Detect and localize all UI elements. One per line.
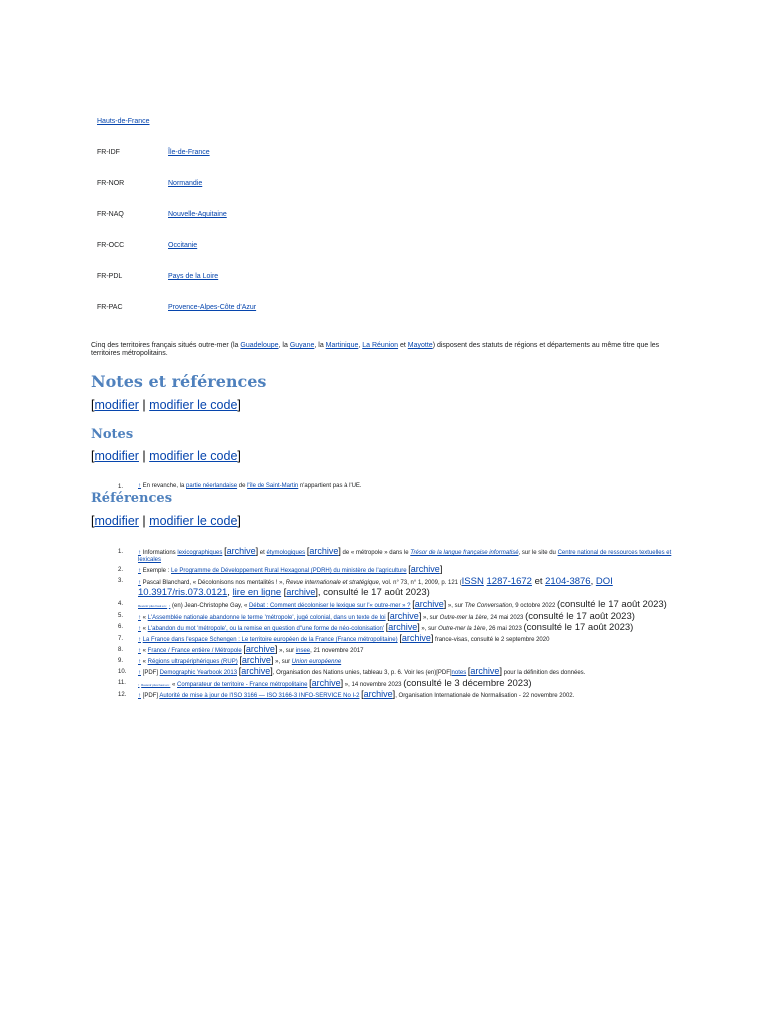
overseas-paragraph: [91, 342, 667, 358]
site-name: The Conversation: [464, 603, 512, 609]
bracket: [: [412, 599, 415, 609]
references-list: [118, 548, 678, 702]
modifier-link[interactable]: modifier: [94, 398, 139, 412]
reference-text: et: [531, 576, 546, 587]
bracket: [: [283, 587, 287, 597]
consulted-date: (consulté le 17 août 2023): [525, 611, 635, 622]
reference-item: [118, 668, 678, 677]
separator: |: [138, 449, 150, 463]
bracket: ]: [417, 622, 420, 632]
notes-list: [118, 483, 362, 490]
note-text: En revanche, la: [141, 483, 187, 489]
region-code: FR-OCC: [97, 242, 125, 249]
back-arrow-icon[interactable]: ↑: [138, 550, 141, 556]
archive-link[interactable]: archive: [241, 666, 271, 676]
back-arrow-icon[interactable]: ↑: [168, 604, 171, 608]
back-arrow-icon[interactable]: ↑: [138, 670, 141, 676]
archive-link[interactable]: archive: [388, 622, 418, 632]
link-comparateur-territoire[interactable]: Comparateur de territoire - France métropolitaine: [177, 682, 308, 688]
link-pdrh[interactable]: Le Programme de Développement Rural Hexagonal (PDRH) du ministère de l'agriculture: [171, 568, 407, 574]
reference-text: Pascal Blanchard, « Décolonisons nos mentalités ! »,: [141, 580, 286, 586]
bracket: [: [467, 666, 471, 676]
bracket: [: [361, 689, 364, 699]
link-assemblee-nationale[interactable]: L'Assemblée nationale abandonne le terme 'métropole', jugé colonial, dans un texte de loi: [147, 615, 386, 621]
reference-text: Informations: [141, 550, 178, 556]
consulted-date: (consulté le 17 août 2023): [523, 622, 634, 633]
region-code: FR-NAQ: [97, 211, 124, 218]
bracket: [: [408, 564, 411, 574]
reference-item: [118, 577, 678, 598]
bracket: [: [238, 666, 242, 676]
link-debat-decoloniser[interactable]: Débat : Comment décoloniser le lexique sur l'« outre-mer » ?: [248, 603, 411, 609]
reference-text: », sur: [273, 659, 292, 665]
link-rup[interactable]: Régions ultrapériphériques (RUP): [147, 659, 238, 665]
region-link-pays-de-la-loire[interactable]: Pays de la Loire: [168, 273, 219, 280]
region-code: FR-IDF: [97, 149, 120, 156]
bracket: ]: [237, 449, 241, 463]
note-text: n'appartient pas à l'UE.: [298, 483, 362, 489]
reference-item: [118, 635, 678, 644]
bracket: ]: [270, 666, 273, 676]
bracket: [: [306, 546, 310, 556]
reference-number: 3.: [118, 578, 124, 584]
link-france-metropole[interactable]: France / France entière / Métropole: [147, 648, 242, 654]
reference-number: 4.: [118, 601, 124, 607]
region-code: FR-PDL: [97, 273, 123, 280]
bracket: ]: [392, 689, 396, 699]
back-arrow-icon[interactable]: ↑: [138, 648, 141, 654]
link-lexicographiques[interactable]: lexicographiques: [177, 550, 223, 556]
reference-text: ,: [590, 576, 596, 587]
reference-item: [118, 566, 678, 575]
reference-text: «: [141, 648, 148, 654]
consulted-date: (consulté le 17 août 2023): [556, 599, 667, 610]
link-union-europeenne[interactable]: Union européenne: [291, 659, 342, 665]
reference-number: 9.: [118, 658, 124, 664]
link-tlfi[interactable]: Trésor de la langue française informatisé: [410, 550, 519, 556]
link-ile-de-saint-martin[interactable]: l'île de Saint-Martin: [247, 483, 299, 489]
reference-text: [PDF]: [141, 693, 160, 699]
archive-link-group: [239, 655, 273, 665]
consulted-date: (consulté le 3 décembre 2023): [403, 678, 532, 689]
link-guadeloupe[interactable]: Guadeloupe: [240, 342, 279, 349]
archive-link[interactable]: archive: [286, 587, 316, 597]
reference-number: 10.: [118, 669, 127, 675]
reference-text: et: [258, 550, 267, 556]
reference-text: [PDF]: [141, 670, 160, 676]
reference-text: , 21 novembre 2017: [310, 648, 364, 654]
bracket: [: [91, 398, 95, 412]
heading-notes: Notes: [91, 427, 134, 442]
edit-links: [91, 514, 241, 528]
archive-link[interactable]: archive: [311, 678, 341, 688]
bracket: ]: [418, 611, 422, 621]
reference-text: ,: [227, 587, 233, 598]
bracket: ]: [443, 599, 447, 609]
archive-link[interactable]: archive: [414, 599, 444, 609]
reference-text: Exemple :: [141, 568, 172, 574]
back-arrow-icon[interactable]: ↑: [138, 568, 141, 574]
bracket: [: [224, 546, 227, 556]
journal-title: Revue internationale et stratégique: [285, 580, 379, 586]
region-link-occitanie[interactable]: Occitanie: [168, 242, 198, 249]
back-arrow-icon[interactable]: ↑: [138, 626, 141, 632]
reference-number: 7.: [118, 636, 124, 642]
reference-item: [118, 612, 678, 622]
link-insee[interactable]: insee: [295, 648, 311, 654]
site-name: Outre-mer la 1ère: [439, 615, 488, 621]
link-france-schengen[interactable]: La France dans l'espace Schengen : Le territoire européen de la France (France métropolitaine): [142, 637, 398, 643]
reference-item: [118, 600, 678, 610]
archive-link-group: [399, 633, 433, 643]
back-arrow-icon[interactable]: ↑: [138, 693, 141, 699]
bracket: ]: [499, 666, 502, 676]
reference-text: , sur le site du: [518, 550, 558, 556]
link-notes[interactable]: notes: [451, 670, 467, 676]
reference-text: , 24 mai 2023: [487, 615, 526, 621]
link-cnrtl[interactable]: Centre national de ressources textuelles et lexicales: [138, 550, 672, 563]
reference-text: «: [170, 682, 178, 688]
bracket: [: [399, 633, 402, 643]
back-to-top-link[interactable]: Revenir plus haut en :: [138, 604, 168, 608]
region-link-hauts-de-france[interactable]: Hauts-de-France: [97, 118, 150, 125]
archive-link-group: [386, 622, 420, 632]
reference-text: «: [141, 626, 148, 632]
link-mayotte[interactable]: Mayotte: [407, 342, 433, 349]
heading-notes-et-references: Notes et références: [91, 372, 267, 391]
edit-links: [91, 449, 241, 463]
link-issn[interactable]: ISSN: [461, 576, 484, 587]
bracket: ]: [338, 546, 341, 556]
modifier-le-code-link[interactable]: modifier le code: [149, 398, 238, 412]
archive-link-group: [361, 689, 395, 699]
back-arrow-icon[interactable]: ↑: [138, 683, 140, 687]
reference-text: «: [141, 659, 148, 665]
link-doi[interactable]: DOI: [595, 576, 613, 587]
region-code: FR-PAC: [97, 304, 123, 311]
archive-link-group: [387, 611, 421, 621]
back-arrow-icon[interactable]: ↑: [138, 659, 141, 665]
paragraph-text: et: [398, 342, 408, 349]
reference-text: france-visas, consulté le 2 septembre 2020: [433, 637, 550, 643]
bracket: [: [309, 678, 312, 688]
modifier-le-code-link[interactable]: modifier le code: [149, 449, 238, 463]
bracket: [: [91, 449, 95, 463]
archive-link[interactable]: archive: [401, 633, 431, 643]
bracket: ]: [255, 546, 259, 556]
link-abandon-metropole[interactable]: L'abandon du mot 'métropole', ou la remise en question d''une forme de néo-colonisation': [147, 626, 385, 632]
region-link-ile-de-france[interactable]: Île-de-France: [168, 149, 210, 156]
note-item: [118, 483, 362, 490]
reference-text: , Organisation des Nations unies, tableau 3, p. 6. Voir les (en)[PDF]: [272, 670, 452, 676]
link-demographic-yearbook[interactable]: Demographic Yearbook 2013: [159, 670, 238, 676]
modifier-link[interactable]: modifier: [94, 449, 139, 463]
reference-item: [118, 623, 678, 633]
reference-number: 12.: [118, 692, 127, 698]
archive-link-group: [243, 644, 277, 654]
back-arrow-icon[interactable]: ↑: [138, 637, 141, 643]
link-guyane[interactable]: Guyane: [289, 342, 315, 349]
reference-number: 6.: [118, 624, 124, 630]
reference-item: [118, 548, 678, 564]
reference-text: , Organisation Internationale de Normalisation - 22 novembre 2002.: [395, 693, 575, 699]
archive-link[interactable]: archive: [389, 611, 419, 621]
bracket: ]: [340, 678, 344, 688]
bracket: [: [239, 655, 242, 665]
paragraph-text: , la: [278, 342, 290, 349]
region-link-normandie[interactable]: Normandie: [168, 180, 203, 187]
archive-link-group: [284, 587, 318, 597]
reference-text: , 26 mai 2023: [485, 626, 524, 632]
reference-item: [118, 679, 678, 689]
archive-link-group: [224, 546, 258, 556]
link-doi-value[interactable]: 10.3917/ris.073.0121: [138, 587, 228, 598]
archive-link[interactable]: archive: [309, 546, 339, 556]
reference-text: », sur: [419, 626, 439, 632]
bracket: [: [387, 611, 390, 621]
back-to-top-link[interactable]: Revenir plus haut en :: [141, 683, 171, 687]
separator: |: [138, 398, 150, 412]
reference-text: de « métropole » dans le: [340, 550, 411, 556]
bracket: ]: [315, 587, 318, 597]
reference-number: 11.: [118, 680, 126, 686]
link-issn-2[interactable]: 2104-3876: [545, 576, 591, 587]
archive-link[interactable]: archive: [470, 666, 500, 676]
bracket: [: [243, 644, 246, 654]
reference-text: , vol. n° 73, n° 1, 2009, p. 121 (: [378, 580, 462, 586]
back-arrow-icon[interactable]: ↑: [138, 580, 141, 586]
reference-text: , consulté le 17 août 2023): [317, 587, 430, 598]
region-link-provence-alpes-cote-d-azur[interactable]: Provence-Alpes-Côte d'Azur: [168, 304, 257, 311]
reference-number: 5.: [118, 613, 124, 619]
region-link-nouvelle-aquitaine[interactable]: Nouvelle-Aquitaine: [168, 211, 227, 218]
modifier-le-code-link[interactable]: modifier le code: [149, 514, 238, 528]
bracket: ]: [274, 644, 278, 654]
separator: |: [138, 514, 150, 528]
heading-references: Références: [91, 491, 173, 506]
region-code: FR-NOR: [97, 180, 125, 187]
archive-link[interactable]: archive: [241, 655, 271, 665]
bracket: ]: [430, 633, 434, 643]
link-la-reunion[interactable]: La Réunion: [362, 342, 399, 349]
reference-text: », 14 novembre 2023: [343, 682, 404, 688]
paragraph-text: ) disposent des statuts de régions et départements au même titre que les territoires métropolitains.: [91, 342, 660, 357]
link-etymologiques[interactable]: étymologiques: [266, 550, 306, 556]
archive-link[interactable]: archive: [363, 689, 393, 699]
site-name: Outre-mer la 1ère: [438, 626, 486, 632]
back-arrow-icon[interactable]: ↑: [138, 615, 141, 621]
link-iso-3166[interactable]: Autorité de mise à jour de l'ISO 3166 — ISO 3166-3 INFO-SERVICE No I-2: [159, 693, 360, 699]
archive-link-group: [408, 564, 442, 574]
reference-text: », sur: [421, 615, 440, 621]
archive-link-group: [307, 546, 341, 556]
reference-text: (en) Jean-Christophe Gay, «: [170, 603, 249, 609]
note-text: de: [237, 483, 248, 489]
note-number: 1.: [118, 484, 124, 490]
archive-link-group: [239, 666, 273, 676]
reference-text: », sur: [277, 648, 296, 654]
modifier-link[interactable]: modifier: [94, 514, 139, 528]
link-martinique[interactable]: Martinique: [325, 342, 359, 349]
bracket: ]: [237, 398, 241, 412]
reference-text: », sur: [446, 603, 465, 609]
reference-text: pour la définition des données.: [501, 670, 586, 676]
back-arrow-icon[interactable]: ↑: [138, 483, 141, 489]
link-issn-1[interactable]: 1287-1672: [486, 576, 532, 587]
link-lire-en-ligne[interactable]: lire en ligne: [232, 587, 282, 598]
reference-text: «: [141, 615, 148, 621]
bracket: [: [385, 622, 389, 632]
reference-number: 8.: [118, 647, 124, 653]
reference-number: 2.: [118, 567, 124, 573]
reference-item: [118, 646, 678, 655]
paragraph-text: , la: [314, 342, 326, 349]
reference-number: 1.: [118, 549, 124, 555]
bracket: ]: [270, 655, 274, 665]
paragraph-text: ,: [358, 342, 363, 349]
reference-item: [118, 691, 678, 700]
paragraph-text: Cinq des territoires français situés outre-mer (la: [91, 342, 241, 349]
archive-link-group: [309, 678, 343, 688]
reference-text: , 9 octobre 2022: [511, 603, 557, 609]
edit-links: [91, 398, 241, 412]
bracket: [: [91, 514, 95, 528]
link-partie-neerlandaise[interactable]: partie néerlandaise: [186, 483, 238, 489]
archive-link[interactable]: archive: [410, 564, 440, 574]
bracket: ]: [237, 514, 241, 528]
archive-link[interactable]: archive: [226, 546, 256, 556]
reference-item: [118, 657, 678, 666]
archive-link[interactable]: archive: [245, 644, 275, 654]
archive-link-group: [412, 599, 446, 609]
bracket: ]: [439, 564, 443, 574]
archive-link-group: [468, 666, 502, 676]
